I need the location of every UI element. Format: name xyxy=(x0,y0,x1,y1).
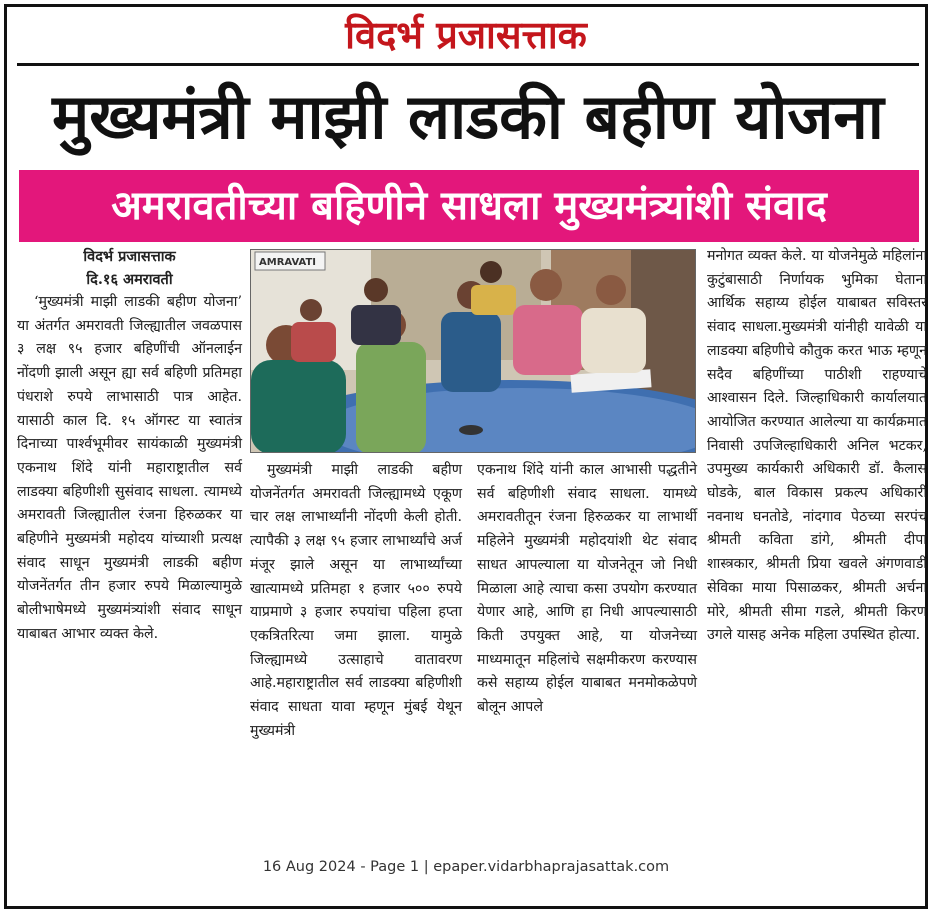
article-column-2 xyxy=(250,459,462,743)
newspaper-page xyxy=(4,4,928,909)
meeting-photo-illustration xyxy=(251,250,696,453)
article-text-col4: मनोगत व्यक्त केले. या योजनेमुळे महिलांना कुटुंबासाठी निर्णायक भुमिका घेताना आर्थिक सहाय्य होईल याबाबत सविस्तर संवाद साधला.मुख्यमंत्री यांनीही यावेळी या लाडक्या बहिणीचे कौतुक करत भाऊ म्हणून सदैव बहिणींच्या पाठीशी राहण्याचे आश्वासन दिले. जिल्हाधिकारी कार्यालयात आयोजित करण्यात आलेल्या या कार्यक्रमात निवासी उपजिल्हाधिकारी अनिल भटकर, उपमुख्य कार्यकारी अधिकारी डॉ. कैलास घोडके, बाल विकास प्रकल्प अधिकारी नवनाथ घनतोडे, नांदगाव पेठच्या सरपंच श्रीमती कविता डांगे, श्रीमती दीपा शास्त्रकार, श्रीमती प्रिया खवले अंगणवाडी सेविका माया पिसाळकर, श्रीमती अर्चना मोरे, श्रीमती सीमा गडले, श्रीमती किरण उगले यासह अनेक महिला उपस्थित होत्या. xyxy=(707,248,927,644)
article-column-3 xyxy=(477,459,697,720)
article-text-col3: एकनाथ शिंदे यांनी काल आभासी पद्धतीने सर्व बहिणीशी संवाद साधला. यामध्ये अमरावतीतून रंजना हिरुळकर या लाभार्थी महिलेने मुख्यमंत्री महोदयांशी थेट संवाद साधत आपल्याला या योजनेतून जो निधी मिळाला आहे त्याचा कसा उपयोग करण्यात येणार आहे, आणि हा निधी आपल्यासाठी किती उपयुक्त आहे, या योजनेच्या माध्यमातून महिलांचे सक्षमीकरण करण्यास कसे सहाय्य होईल याबाबत मनमोकळेपणे बोलून आपले xyxy=(477,462,697,716)
byline-dateline: दि.१६ अमरावती xyxy=(86,271,173,288)
article-column-4 xyxy=(707,245,927,648)
byline-source: विदर्भ प्रजासत्ताक xyxy=(83,248,176,265)
headline: मुख्यमंत्री माझी लाडकी बहीण योजना xyxy=(52,80,884,153)
news-photo xyxy=(250,249,696,453)
subheadline-banner: अमरावतीच्या बहिणीने साधला मुख्यमंत्र्यांशी संवाद xyxy=(19,170,919,242)
photo-sign-text: AMRAVATI xyxy=(259,257,317,268)
article-text-col1: ‘मुख्यमंत्री माझी लाडकी बहीण योजना’ या अंतर्गत अमरावती जिल्ह्यातील जवळपास ३ लक्ष ९५ हजार बहिणींची ऑनलाईन नोंदणी झाली असून ह्या सर्व बहिणी प्रतिमहा पंधराशे रुपये लाभासाठी पात्र आहेत. यासाठी काल दि. १५ ऑगस्ट या स्वातंत्र दिनाच्या पार्श्वभूमीवर सायंकाळी मुख्यमंत्री एकनाथ शिंदे यांनी महाराष्ट्रातील सर्व लाडक्या बहिणीशी सुसंवाद साधला. त्यामध्ये अमरावती जिल्ह्यातील रंजना हिरुळकर या बहिणीने मुख्यमंत्री महोदय यांच्याशी प्रत्यक्ष संवाद साधून मुख्यमंत्री लाडकी बहीण योजनेंतर्गत तीन हजार रुपये मिळाल्यामुळे बोलीभाषेमध्ये मुख्यमंत्र्यांशी संवाद साधून याबाबत आभार व्यक्त केले. xyxy=(17,294,242,642)
masthead: विदर्भ प्रजासत्ताक xyxy=(345,13,587,57)
masthead-rule xyxy=(17,63,919,66)
article-text-col2: मुख्यमंत्री माझी लाडकी बहीण योजनेंतर्गत अमरावती जिल्ह्यामध्ये एकूण चार लक्ष लाभार्थ्यांनी नोंदणी केली होती. त्यापैकी ३ लक्ष ९५ हजार लाभार्थ्यांचे अर्ज मंजूर झाले असून या लाभार्थ्यांच्या खात्यामध्ये प्रतिमहा १ हजार ५०० रुपये याप्रमाणे ३ हजार रुपयांचा पहिला हप्ता एकत्रितरित्या जमा झाला. यामुळे जिल्ह्यामध्ये उत्साहाचे वातावरण आहे.महाराष्ट्रातील सर्व लाडक्या बहिणीशी संवाद साधता यावा म्हणून मुंबई येथून मुख्यमंत्री xyxy=(250,462,462,739)
page-footer: 16 Aug 2024 - Page 1 | epaper.vidarbhaprajasattak.com xyxy=(262,859,670,875)
article-column-1 xyxy=(17,245,242,647)
